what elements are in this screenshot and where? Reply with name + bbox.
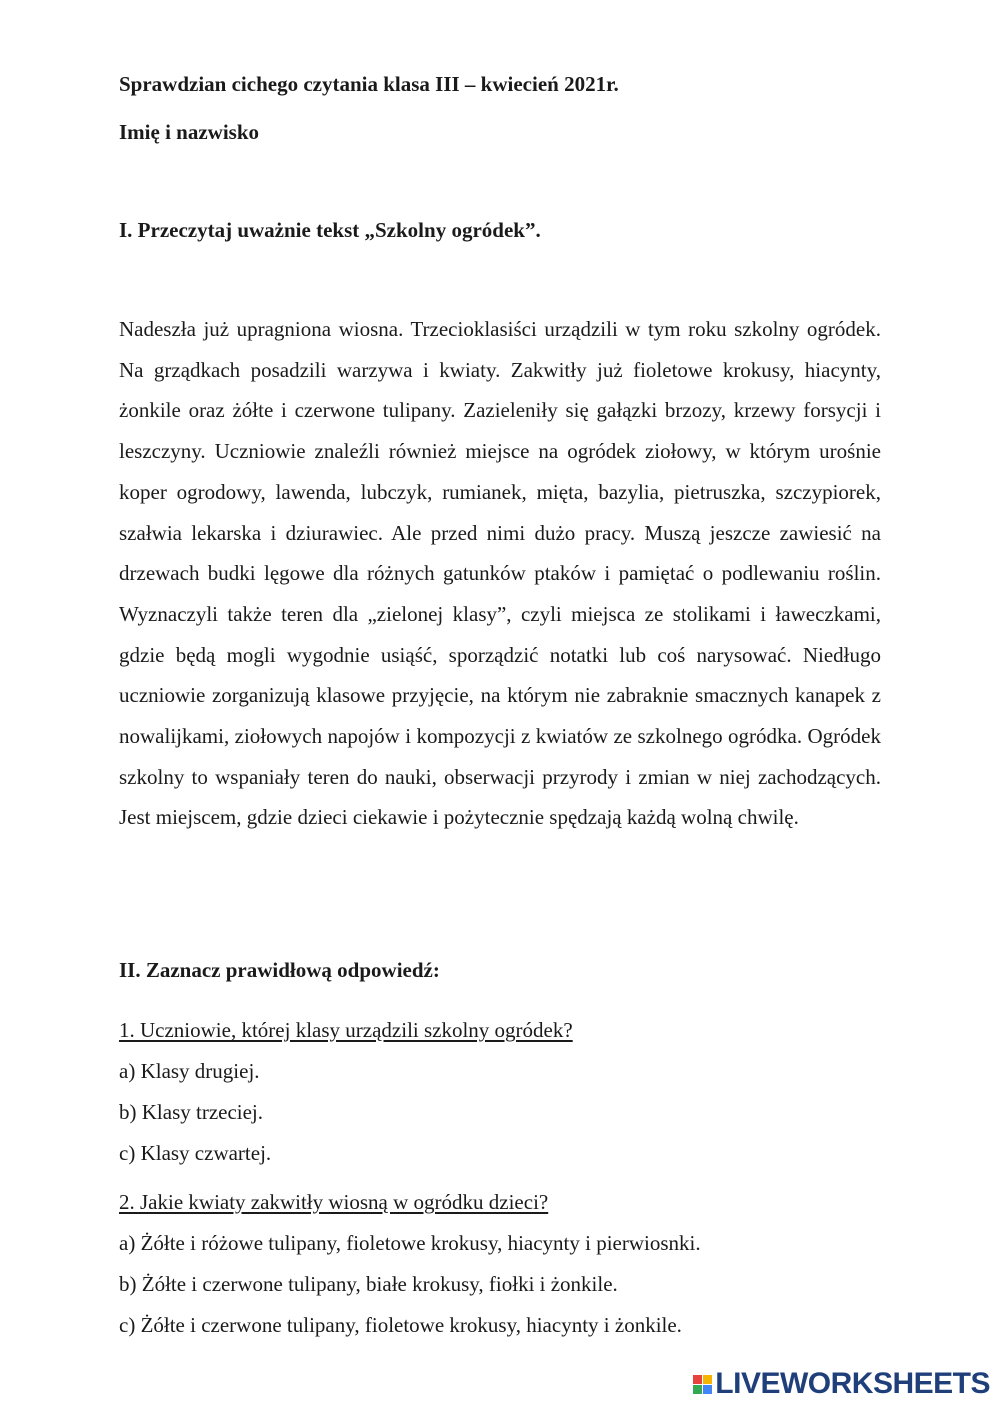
section-2-heading: II. Zaznacz prawidłową odpowiedź: [119,958,440,982]
question-2-text: 2. Jakie kwiaty zakwitły wiosną w ogródku dzieci? [119,1190,549,1214]
name-label: Imię i nazwisko [119,120,260,144]
question-2 [119,1182,701,1346]
question-1-text: 1. Uczniowie, której klasy urządzili szkolny ogródek? [119,1018,573,1042]
document-title: Sprawdzian cichego czytania klasa III – kwiecień 2021r. [119,72,619,96]
question-1 [119,1010,573,1174]
logo-square-2 [703,1375,712,1384]
section-1-heading: I. Przeczytaj uważnie tekst „Szkolny ogródek”. [119,218,541,242]
watermark-text: LIVEWORKSHEETS [715,1367,990,1400]
question-1-option-a[interactable]: a) Klasy drugiej. [119,1059,260,1083]
question-1-option-b[interactable]: b) Klasy trzeciej. [119,1100,264,1124]
logo-square-3 [693,1385,702,1394]
question-2-option-c[interactable]: c) Żółte i czerwone tulipany, fioletowe krokusy, hiacynty i żonkile. [119,1313,682,1337]
logo-square-4 [703,1385,712,1394]
question-1-option-c[interactable]: c) Klasy czwartej. [119,1141,272,1165]
question-2-option-a[interactable]: a) Żółte i różowe tulipany, fioletowe krokusy, hiacynty i pierwiosnki. [119,1231,701,1255]
liveworksheets-logo-icon [693,1375,712,1394]
reading-passage: Nadeszła już upragniona wiosna. Trzecioklasiści urządzili w tym roku szkolny ogródek. Na grządkach posadzili warzywa i kwiaty. Zakwitły już fioletowe krokusy, hiacynty, żonkile oraz żółte i czerwone tulipany. Zazieleniły się gałązki brzozy, krzewy forsycji i leszczyny. Uczniowie znaleźli również miejsce na ogródek ziołowy, w którym urośnie koper ogrodowy, lawenda, lubczyk, rumianek, mięta, bazylia, pietruszka, szczypiorek, szałwia lekarska i dziurawiec. Ale przed nimi dużo pracy. Muszą jeszcze zawiesić na drzewach budki lęgowe dla różnych gatunków ptaków i pamiętać o podlewaniu roślin. Wyznaczyli także teren dla „zielonej klasy”, czyli miejsca ze stolikami i ławeczkami, gdzie będą mogli wygodnie usiąść, sporządzić notatki lub coś narysować. Niedługo uczniowie zorganizują klasowe przyjęcie, na którym nie zabraknie smacznych kanapek z nowalijkami, ziołowych napojów i kompozycji z kwiatów ze szkolnego ogródka. Ogródek szkolny to wspaniały teren do nauki, obserwacji przyrody i zmian w niej zachodzących. Jest miejscem, gdzie dzieci ciekawie i pożytecznie spędzają każdą wolną chwilę. [119,317,881,830]
question-2-option-b[interactable]: b) Żółte i czerwone tulipany, białe krokusy, fiołki i żonkile. [119,1272,618,1296]
logo-square-1 [693,1375,702,1384]
liveworksheets-watermark [693,1369,990,1399]
